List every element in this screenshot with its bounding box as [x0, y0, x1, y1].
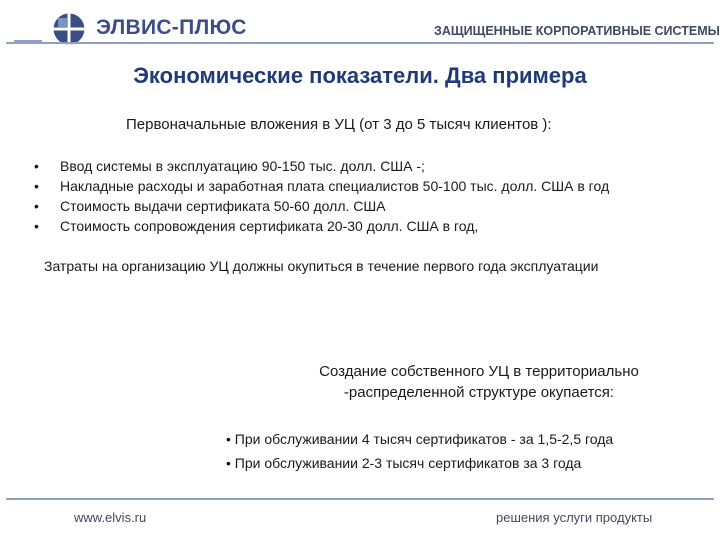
- globe-logo-icon: [52, 12, 86, 46]
- header-divider: [6, 42, 714, 44]
- footer-divider: [6, 498, 714, 500]
- payback-bullet-item: • При обслуживании 2-3 тысяч сертификатов за 3 года: [226, 455, 582, 471]
- slide-title: Экономические показатели. Два примера: [133, 63, 587, 88]
- footer-slogan: решения услуги продукты: [496, 510, 653, 525]
- initial-investment-heading: Первоначальные вложения в УЦ (от 3 до 5 тысяч клиентов ):: [126, 116, 552, 133]
- website-url: www.elvis.ru: [74, 510, 147, 525]
- bullet-item: • Стоимость выдачи сертификата 50-60 долл. США: [34, 196, 609, 216]
- payback-bullet-list: [226, 427, 613, 475]
- own-ca-line-2: -распределенной структуре окупается:: [343, 384, 615, 401]
- brand-name: ЭЛВИС-ПЛЮС: [96, 16, 247, 39]
- company-tagline: ЗАЩИЩЕННЫЕ КОРПОРАТИВНЫЕ СИСТЕМЫ: [434, 24, 720, 38]
- own-ca-heading: [284, 361, 674, 403]
- payback-statement: Затраты на организацию УЦ должны окупиться в течение первого года эксплуатации: [44, 258, 599, 274]
- payback-bullet-item: • При обслуживании 4 тысяч сертификатов - за 1,5-2,5 года: [226, 431, 614, 447]
- bullet-item: • Стоимость сопровождения сертификата 20-30 долл. США в год,: [34, 216, 609, 236]
- cost-bullet-list: [34, 156, 609, 236]
- own-ca-line-1: Создание собственного УЦ в территориально: [319, 363, 639, 380]
- bullet-item: • Накладные расходы и заработная плата специалистов 50-100 тыс. долл. США в год: [34, 176, 609, 196]
- bullet-item: • Ввод системы в эксплуатацию 90-150 тыс. долл. США -;: [34, 156, 609, 176]
